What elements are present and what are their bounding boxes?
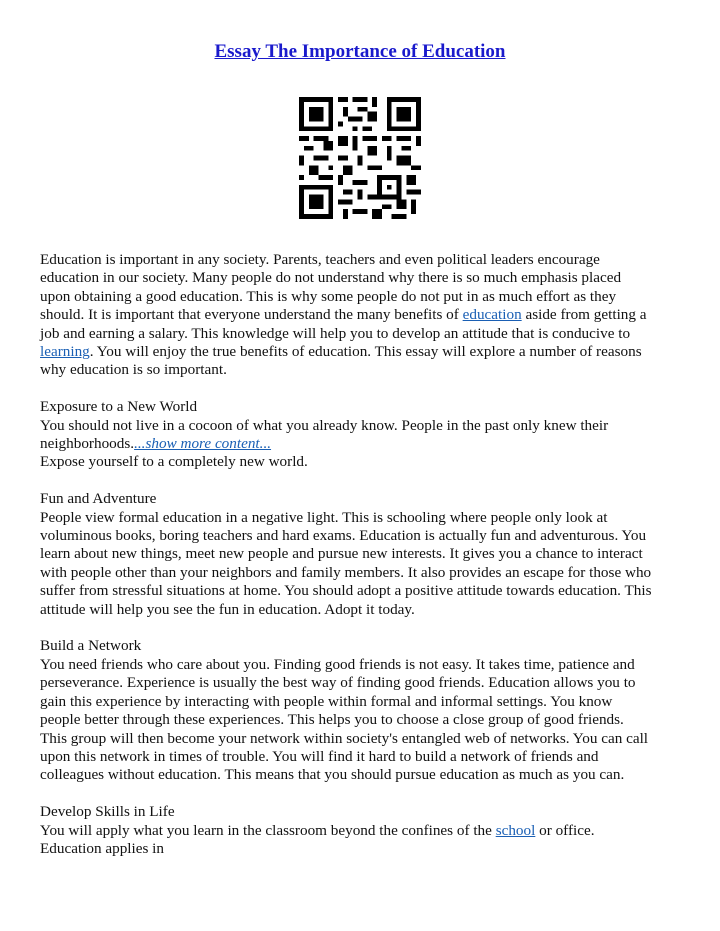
qr-code-icon [299, 97, 421, 219]
text-line: Education applies in [40, 839, 164, 857]
school-link[interactable]: school [495, 821, 536, 839]
text-line: voluminous books, boring teachers and hard exams. Education is actually fun and adventurous. You [40, 527, 647, 545]
text-fragment: aside from getting a [521, 306, 647, 324]
text-line: colleagues without education. This means that you should pursue education as much as you can. [40, 766, 625, 784]
section-exposure [40, 398, 688, 472]
show-more-link[interactable]: ...show more content... [134, 435, 272, 453]
section-network [40, 637, 688, 784]
text-line: This group will then become your network within society's entangled web of networks. You can call [40, 729, 649, 747]
intro-paragraph [40, 251, 688, 380]
text-line: upon this network in times of trouble. You will find it hard to build a network of friends and [40, 747, 599, 765]
section-skills [40, 803, 688, 858]
learning-link[interactable]: learning [40, 343, 90, 361]
text-line: upon obtaining a good education. This is why some people do not put in as much effort as they [40, 287, 617, 305]
text-line: Expose yourself to a completely new world. [40, 453, 308, 471]
section-heading: Develop Skills in Life [40, 803, 175, 821]
text-line: People view formal education in a negative light. This is schooling where people only look at [40, 508, 608, 526]
text-line: gain this experience by interacting with people within formal and informal settings. You know [40, 692, 613, 710]
text-line: perseverance. Experience is usually the best way of finding good friends. Education allows you to [40, 674, 636, 692]
text-line: education in our society. Many people do not understand why there is so much emphasis placed [40, 269, 622, 287]
education-link[interactable]: education [462, 306, 522, 324]
text-line: learn about new things, meet new people and pursue new interests. It gives you a chance to interact [40, 545, 643, 563]
section-heading: Exposure to a New World [40, 398, 198, 416]
text-line [40, 822, 688, 840]
text-fragment: or office. [535, 821, 595, 839]
text-fragment: neighborhoods. [40, 435, 135, 453]
text-line: people better through these experiences. This helps you to choose a close group of good friends. [40, 711, 624, 729]
text-line: attitude will help you see the fun in education. Adopt it today. [40, 600, 415, 618]
text-line: You should not live in a cocoon of what you already know. People in the past only knew their [40, 416, 609, 434]
section-heading: Fun and Adventure [40, 490, 157, 508]
text-line: Education is important in any society. Parents, teachers and even political leaders encourage [40, 251, 600, 268]
text-fragment: . You will enjoy the true benefits of education. This essay will explore a number of reasons [89, 343, 642, 361]
text-fragment: You will apply what you learn in the classroom beyond the confines of the [40, 821, 496, 839]
text-line: You need friends who care about you. Finding good friends is not easy. It takes time, patience and [40, 655, 635, 673]
text-line: why education is so important. [40, 361, 227, 379]
page-title[interactable]: Essay The Importance of Education [214, 41, 506, 62]
text-fragment: should. It is important that everyone understand the many benefits of [40, 306, 463, 324]
section-fun [40, 490, 688, 619]
text-line: job and earning a salary. This knowledge will help you to develop an attitude that is conducive to [40, 324, 631, 342]
text-line [40, 306, 688, 324]
text-line: with people other than your neighbors and family members. It also provides an escape for those who [40, 563, 652, 581]
text-line [40, 343, 688, 361]
essay-body [40, 251, 688, 877]
text-line: suffer from stressful situations at home. You should adopt a positive attitude towards education. This [40, 582, 652, 600]
section-heading: Build a Network [40, 637, 142, 655]
text-line [40, 435, 688, 453]
